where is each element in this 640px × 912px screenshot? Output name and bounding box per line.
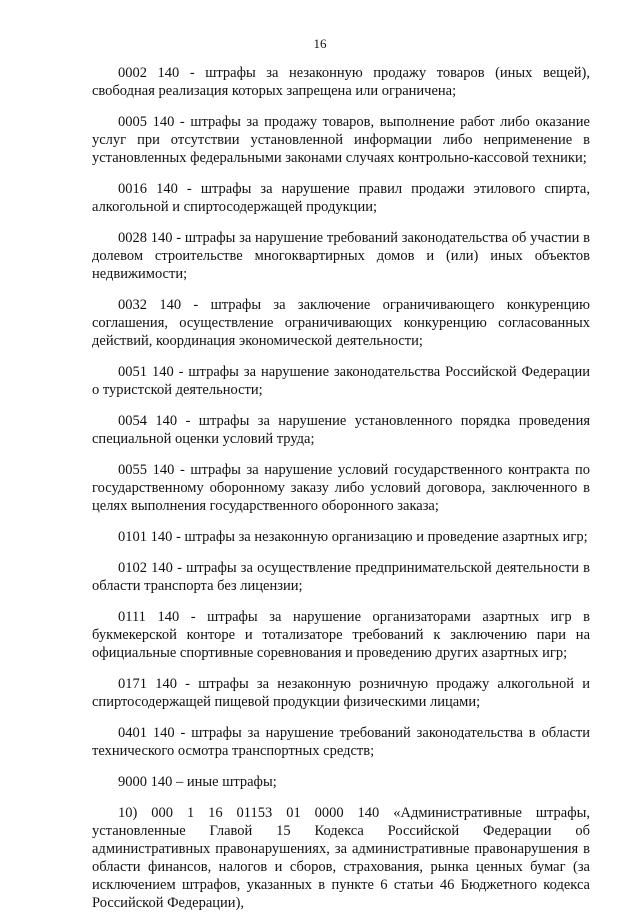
paragraph-0171: 0171 140 - штрафы за незаконную розничную продажу алкогольной и спиртосодержащей пищевой продукции физическими лицами;	[92, 676, 590, 710]
paragraph-0032: 0032 140 - штрафы за заключение ограничивающего конкуренцию соглашения, осуществление ограничивающих конкуренцию согласованных действий, координация экономической деятельности;	[92, 297, 590, 349]
paragraph-0016: 0016 140 - штрафы за нарушение правил продажи этилового спирта, алкогольной и спиртосодержащей продукции;	[92, 181, 590, 215]
paragraph-item-10: 10) 000 1 16 01153 01 0000 140 «Административные штрафы, установленные Главой 15 Кодекса Российской Федерации об административных правонарушениях, за административные правонарушения в области финансов, налогов и сборов, страхования, рынка ценных бумаг (за исключением штрафов, указанных в пункте 6 статьи 46 Бюджетного кодекса Российской Федерации),	[92, 805, 590, 911]
paragraph-9000: 9000 140 – иные штрафы;	[118, 774, 277, 790]
paragraph-0111: 0111 140 - штрафы за нарушение организаторами азартных игр в букмекерской конторе и тотализаторе требований к заключению пари на официальные спортивные соревнования и проведению других азартных игр;	[92, 609, 590, 661]
document-body	[92, 64, 590, 912]
paragraph-0055: 0055 140 - штрафы за нарушение условий государственного контракта по государственному оборонному заказу либо условий договора, заключенного в целях выполнения государственного оборонного заказа;	[92, 462, 590, 514]
paragraph-0002: 0002 140 - штрафы за незаконную продажу товаров (иных вещей), свободная реализация которых запрещена или ограничена;	[92, 65, 590, 99]
paragraph-0028: 0028 140 - штрафы за нарушение требований законодательства об участии в долевом строительстве многоквартирных домов и (или) иных объектов недвижимости;	[92, 230, 590, 282]
paragraph-0054: 0054 140 - штрафы за нарушение установленного порядка проведения специальной оценки условий труда;	[92, 413, 590, 447]
paragraph-0051: 0051 140 - штрафы за нарушение законодательства Российской Федерации о туристской деятельности;	[92, 364, 590, 398]
paragraph-0101: 0101 140 - штрафы за незаконную организацию и проведение азартных игр;	[118, 529, 588, 545]
page-number: 16	[313, 36, 327, 51]
paragraph-0102: 0102 140 - штрафы за осуществление предпринимательской деятельности в области транспорта без лицензии;	[92, 560, 590, 594]
paragraph-0005: 0005 140 - штрафы за продажу товаров, выполнение работ либо оказание услуг при отсутствии установленной информации либо неприменение в установленных федеральными законами случаях контрольно-кассовой техники;	[92, 114, 590, 166]
paragraph-0401: 0401 140 - штрафы за нарушение требований законодательства в области технического осмотра транспортных средств;	[92, 725, 590, 759]
